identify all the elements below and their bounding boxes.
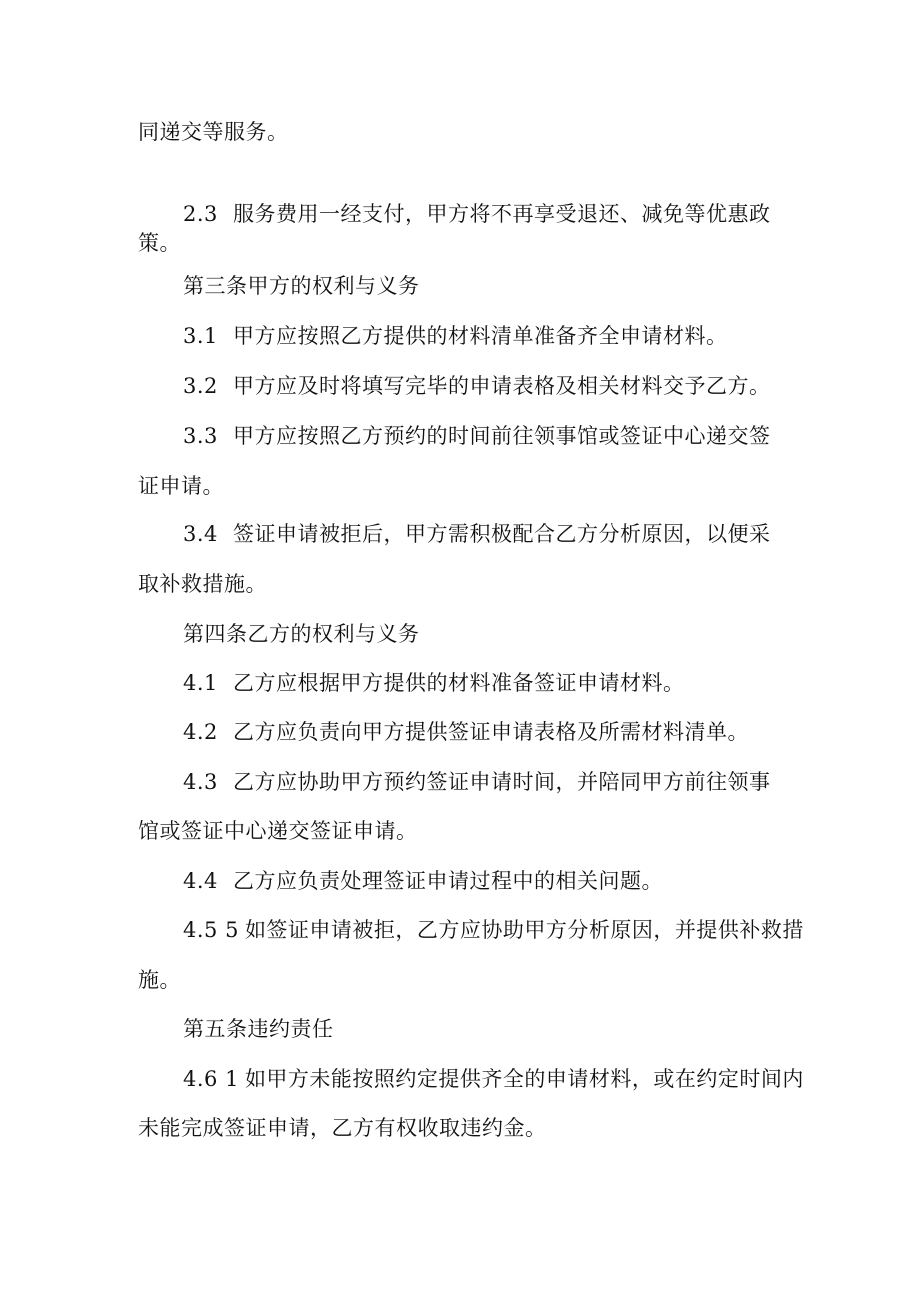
clause-text: 如甲方未能按照约定提供齐全的申请材料，或在约定时间内 [244, 1067, 804, 1091]
clause-4-1 [183, 669, 833, 697]
clause-text: 甲方应及时将填写完毕的申请表格及相关材料交予乙方。 [233, 374, 771, 398]
clause-text: 乙方应负责处理签证申请过程中的相关问题。 [233, 869, 663, 893]
clause-4-5-cont: 施。 [138, 968, 181, 992]
clause-number: 3.4 [183, 522, 218, 546]
clause-3-3 [183, 422, 833, 450]
clause-number: 3.1 [183, 324, 218, 348]
clause-number: 4.2 [183, 720, 218, 744]
section-heading-4: 第四条乙方的权利与义务 [183, 622, 420, 646]
clause-text: 签证申请被拒后，甲方需积极配合乙方分析原因，以便采 [233, 522, 771, 546]
paragraph-line: 同递交等服务。 [138, 120, 289, 144]
clause-4-6 [183, 1065, 833, 1093]
clause-3-1 [183, 322, 833, 350]
clause-text: 乙方应负责向甲方提供签证申请表格及所需材料清单。 [233, 720, 749, 744]
clause-4-4 [183, 867, 833, 895]
clause-text: 服务费用一经支付，甲方将不再享受退还、减免等优惠政 [233, 202, 771, 226]
clause-text: 如签证申请被拒，乙方应协助甲方分析原因，并提供补救措 [244, 918, 804, 942]
clause-2-3-cont: 策。 [138, 231, 181, 255]
clause-3-4 [183, 520, 833, 548]
clause-4-3-cont: 馆或签证中心递交签证申请。 [138, 819, 418, 843]
clause-text: 乙方应协助甲方预约签证申请时间，并陪同甲方前往领事 [233, 770, 771, 794]
clause-number: 4.1 [183, 671, 218, 695]
clause-number: 4.4 [183, 869, 218, 893]
clause-number: 4.5 5 [183, 918, 239, 942]
section-heading-3: 第三条甲方的权利与义务 [183, 274, 420, 298]
clause-text: 甲方应按照乙方预约的时间前往领事馆或签证中心递交签 [233, 424, 771, 448]
clause-text: 甲方应按照乙方提供的材料清单准备齐全申请材料。 [233, 324, 728, 348]
clause-3-4-cont: 取补救措施。 [138, 572, 267, 596]
clause-4-6-cont: 未能完成签证申请，乙方有权收取违约金。 [138, 1116, 547, 1140]
clause-2-3 [183, 200, 833, 228]
clause-text: 乙方应根据甲方提供的材料准备签证申请材料。 [233, 671, 685, 695]
clause-number: 3.3 [183, 424, 218, 448]
section-heading-5: 第五条违约责任 [183, 1017, 334, 1041]
clause-number: 3.2 [183, 374, 218, 398]
clause-4-5 [183, 916, 833, 944]
clause-4-2 [183, 718, 833, 746]
clause-3-3-cont: 证申请。 [138, 474, 224, 498]
clause-number: 2.3 [183, 202, 218, 226]
clause-number: 4.6 1 [183, 1067, 239, 1091]
clause-3-2 [183, 372, 833, 400]
clause-number: 4.3 [183, 770, 218, 794]
clause-4-3 [183, 768, 833, 796]
